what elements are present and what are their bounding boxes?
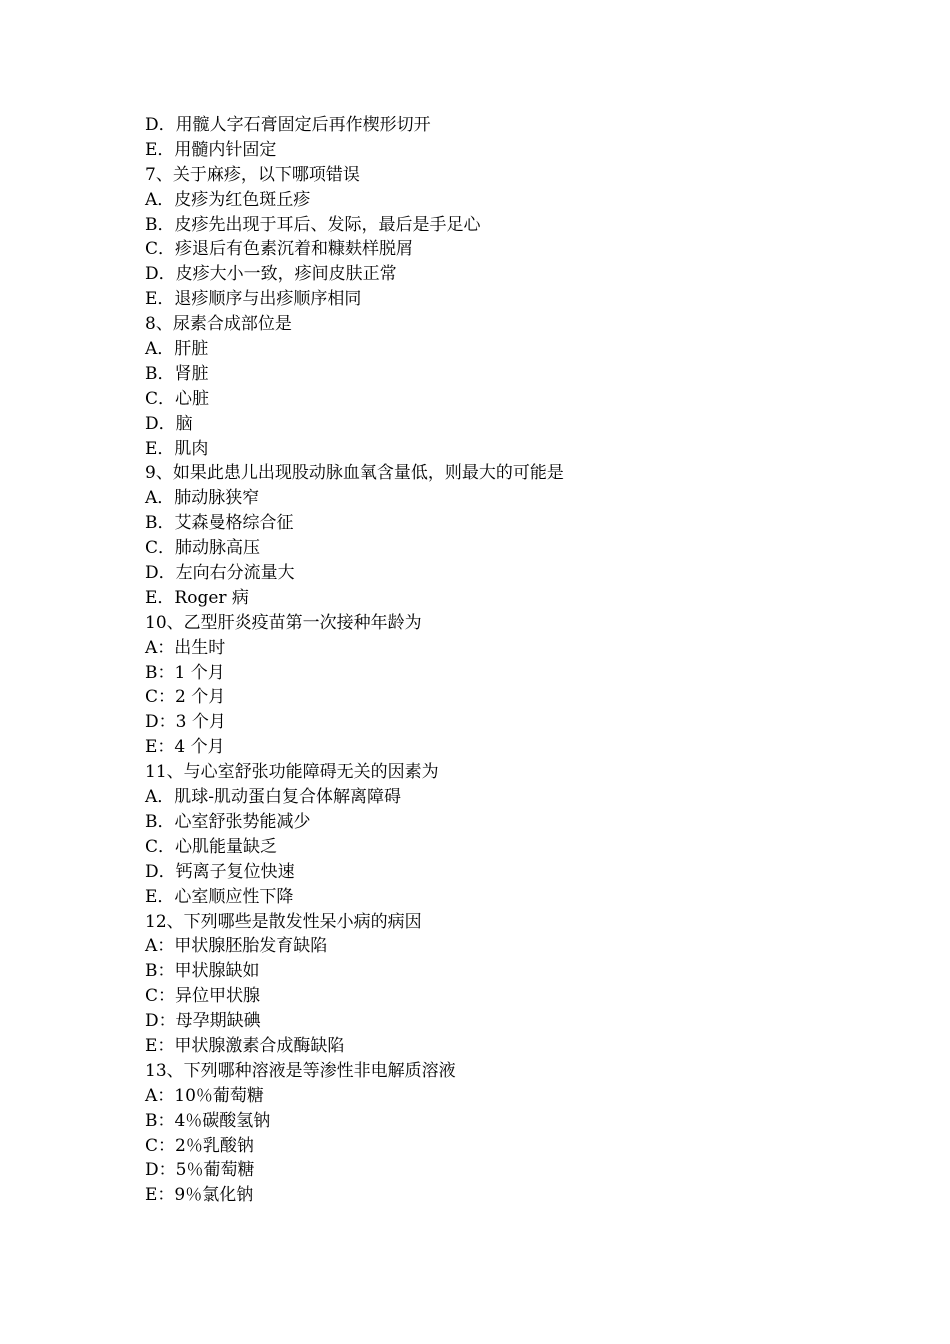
option-line: D．脑 [145, 413, 193, 434]
option-line: B．肾脏 [145, 363, 209, 384]
question-11: 11、与心室舒张功能障碍无关的因素为 [145, 762, 439, 783]
option-line: A：10％葡萄糖 [145, 1085, 264, 1106]
question-12: 12、下列哪些是散发性呆小病的病因 [145, 911, 422, 932]
option-line: C：2 个月 [145, 687, 226, 708]
option-line: B．心室舒张势能减少 [145, 811, 311, 832]
text-line: D．用髋人字石膏固定后再作楔形切开 [145, 115, 431, 135]
option-line: B：甲状腺缺如 [145, 961, 260, 982]
document-page [145, 113, 865, 1208]
option-line: D．皮疹大小一致，疹间皮肤正常 [145, 264, 397, 285]
option-line: A．肺动脉狭窄 [145, 488, 260, 509]
option-line: C．心脏 [145, 388, 210, 409]
option-line: E．心室顺应性下降 [145, 886, 294, 907]
option-line: B．皮疹先出现于耳后、发际，最后是手足心 [145, 214, 481, 235]
option-line: C．肺动脉高压 [145, 538, 261, 559]
option-line: E：甲状腺激素合成酶缺陷 [145, 1035, 345, 1056]
option-line: D：母孕期缺碘 [145, 1011, 261, 1032]
option-line: C．疹退后有色素沉着和糠麸样脱屑 [145, 239, 414, 260]
option-line: E．肌肉 [145, 438, 209, 459]
option-line: D：3 个月 [145, 712, 226, 733]
option-line: C．心肌能量缺乏 [145, 836, 278, 857]
option-line: A：甲状腺胚胎发育缺陷 [145, 936, 328, 957]
option-line: C：异位甲状腺 [145, 986, 261, 1007]
option-line: B：1 个月 [145, 662, 225, 683]
question-9: 9、如果此患儿出现股动脉血氧含量低，则最大的可能是 [145, 463, 564, 484]
option-line: B．艾森曼格综合征 [145, 513, 294, 534]
option-line: C：2％乳酸钠 [145, 1135, 254, 1156]
option-line: E：9％氯化钠 [145, 1185, 254, 1206]
option-line: D：5％葡萄糖 [145, 1160, 255, 1181]
option-line: E．退疹顺序与出疹顺序相同 [145, 289, 362, 310]
option-line: E．Roger 病 [145, 587, 249, 608]
option-line: E：4 个月 [145, 737, 225, 758]
option-line: A：出生时 [145, 637, 226, 658]
text-line: E．用髓内针固定 [145, 139, 277, 160]
option-line: D．左向右分流量大 [145, 563, 295, 584]
option-line: A．肌球-肌动蛋白复合体解离障碍 [145, 787, 402, 808]
question-10: 10、乙型肝炎疫苗第一次接种年龄为 [145, 612, 422, 633]
option-line: A．肝脏 [145, 339, 209, 360]
question-13: 13、下列哪种溶液是等渗性非电解质溶液 [145, 1060, 456, 1081]
question-8: 8、尿素合成部位是 [145, 314, 292, 335]
option-line: D．钙离子复位快速 [145, 861, 295, 882]
option-line: A．皮疹为红色斑丘疹 [145, 189, 311, 210]
option-line: B：4％碳酸氢钠 [145, 1110, 271, 1131]
question-7: 7、关于麻疹，以下哪项错误 [145, 164, 360, 185]
